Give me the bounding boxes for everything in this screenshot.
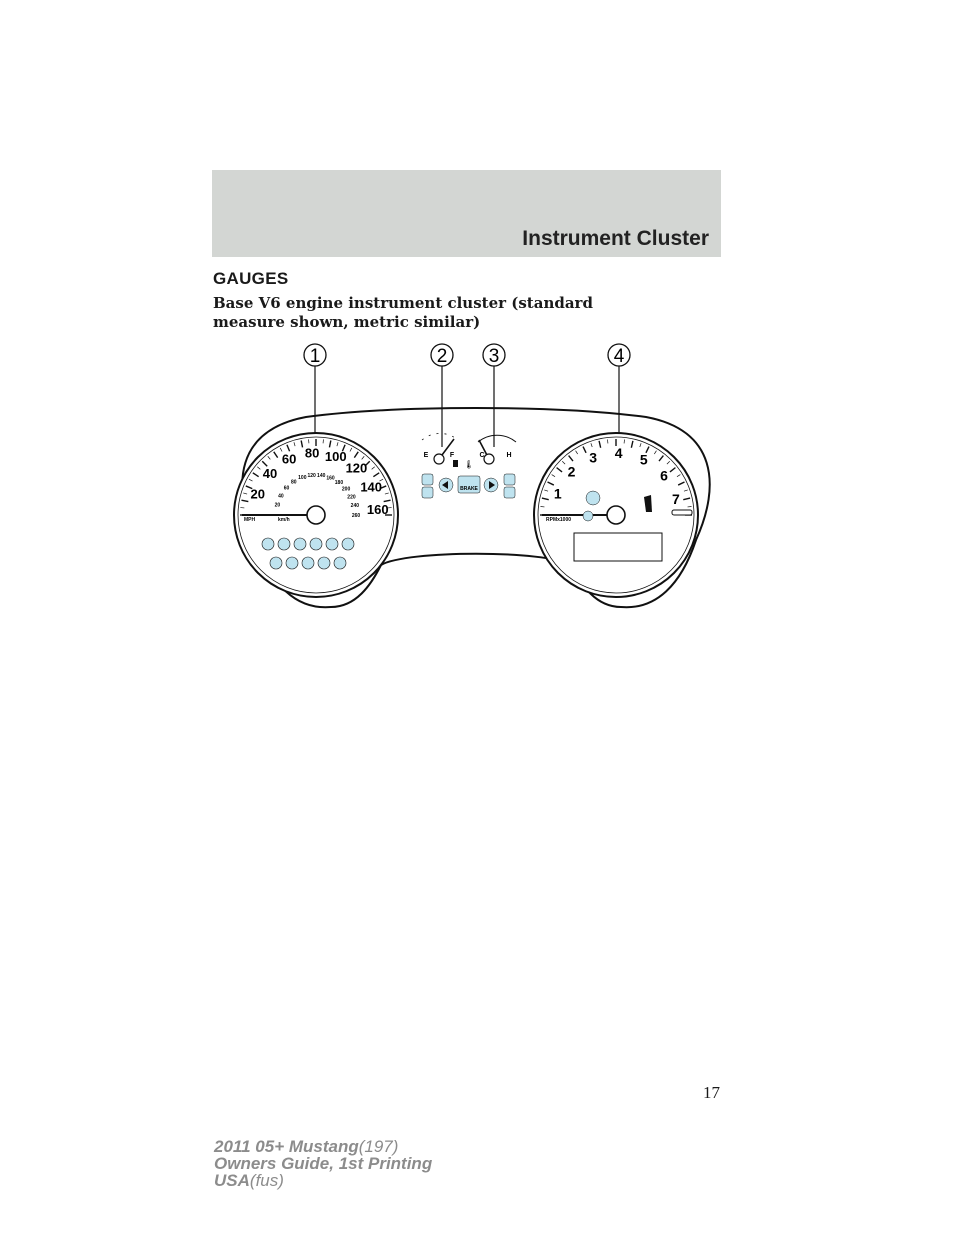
- callout-label-4: 4: [613, 346, 625, 367]
- odometer-display: [574, 533, 662, 561]
- tachometer-rpm-label: 4: [614, 444, 623, 461]
- tachometer-rpm-label: 6: [660, 467, 668, 484]
- speedometer-hub: [307, 506, 325, 524]
- airbag-icon: [270, 557, 282, 569]
- fuel-full-label: F: [449, 452, 455, 459]
- footer-model-code: (197): [358, 1137, 399, 1156]
- speedometer-kmh-label: 180: [334, 479, 344, 486]
- callout-label-3: 3: [488, 346, 500, 367]
- speedometer-kmh-label: 120: [307, 472, 316, 479]
- temperature-gauge: [464, 435, 516, 469]
- speedometer-mph-label: 40: [262, 465, 278, 481]
- wiper-icon: [278, 538, 290, 550]
- security-indicator-icon: [586, 491, 600, 505]
- high-beam-indicator-icon: [672, 510, 692, 515]
- charging-indicator-icon: [583, 511, 593, 521]
- tachometer-rpm-label: 7: [671, 490, 680, 507]
- kmh-unit-label: km/h: [278, 517, 290, 523]
- brake-warning-label: BRAKE: [460, 486, 478, 492]
- footer-guide: Owners Guide, 1st Printing: [214, 1154, 433, 1173]
- speedometer-kmh-label: 200: [341, 486, 351, 493]
- headlamp-icon: [294, 538, 306, 550]
- speedometer-mph-label: 20: [250, 486, 265, 502]
- footer-model: 2011 05+ Mustang: [214, 1137, 359, 1156]
- footer-market: USA: [214, 1171, 250, 1190]
- passenger-airbag-icon: [334, 557, 346, 569]
- instrument-cluster-illustration: [226, 335, 726, 615]
- tachometer-rpm-label: 2: [567, 463, 576, 480]
- fuel-gauge: [422, 433, 458, 467]
- tachometer-rpm-label: 3: [589, 449, 598, 466]
- engine-coolant-warning-icon: [504, 474, 515, 485]
- speedometer-mph-label: 80: [304, 445, 320, 461]
- center-indicators: [422, 474, 515, 498]
- speedometer-kmh-label: 20: [274, 502, 281, 509]
- footer: [214, 1138, 432, 1189]
- temp-cold-label: C: [479, 452, 485, 459]
- section-heading: GAUGES: [213, 269, 289, 288]
- footer-market-code: (fus): [249, 1171, 284, 1190]
- speed-control-icon: [326, 538, 338, 550]
- callout-label-2: 2: [436, 346, 448, 367]
- coolant-temp-icon: 🌡: [463, 460, 475, 469]
- figure-caption: Base V6 engine instrument cluster (standard measure shown, metric similar): [213, 294, 593, 331]
- speedometer-kmh-label: 40: [278, 493, 284, 500]
- mph-unit-label: MPH: [244, 517, 256, 523]
- tire-pressure-icon: [286, 557, 298, 569]
- speedometer-mph-label: 120: [345, 460, 368, 476]
- door-ajar-icon: [342, 538, 354, 550]
- battery-icon: [422, 487, 433, 498]
- speedometer-mph-label: 140: [360, 479, 383, 495]
- abs-icon: [310, 538, 322, 550]
- tachometer-hub: [607, 506, 625, 524]
- page-number: 17: [703, 1083, 720, 1102]
- speedometer-mph-label: 100: [324, 448, 347, 464]
- fuel-empty-label: E: [423, 452, 429, 459]
- tachometer-rpm-label: 5: [639, 451, 648, 468]
- speedometer-kmh-label: 260: [351, 512, 361, 519]
- temp-hot-label: H: [506, 452, 512, 459]
- speedometer-kmh-label: 220: [347, 494, 356, 501]
- check-engine-icon: [302, 557, 314, 569]
- fuel-cap-icon: [318, 557, 330, 569]
- oil-pressure-icon: [504, 487, 515, 498]
- tachometer-unit-label: RPMx1000: [546, 517, 572, 523]
- tachometer-rpm-label: 1: [553, 485, 562, 502]
- page-section-title: Instrument Cluster: [522, 227, 709, 250]
- speedometer-mph-label: 160: [366, 502, 389, 518]
- speedometer-kmh-label: 140: [317, 473, 326, 480]
- seatbelt-icon: [262, 538, 274, 550]
- speedometer-kmh-label: 160: [326, 475, 335, 482]
- low-fuel-icon: [422, 474, 433, 485]
- speedometer-mph-label: 60: [281, 451, 297, 467]
- fuel-pump-icon: [453, 460, 458, 467]
- speedometer-kmh-label: 80: [290, 479, 297, 486]
- speedometer-kmh-label: 240: [350, 503, 360, 510]
- speedometer-kmh-label: 100: [298, 475, 307, 482]
- speedometer-kmh-label: 60: [283, 485, 290, 492]
- callout-label-1: 1: [309, 346, 321, 367]
- header-band: [212, 170, 721, 257]
